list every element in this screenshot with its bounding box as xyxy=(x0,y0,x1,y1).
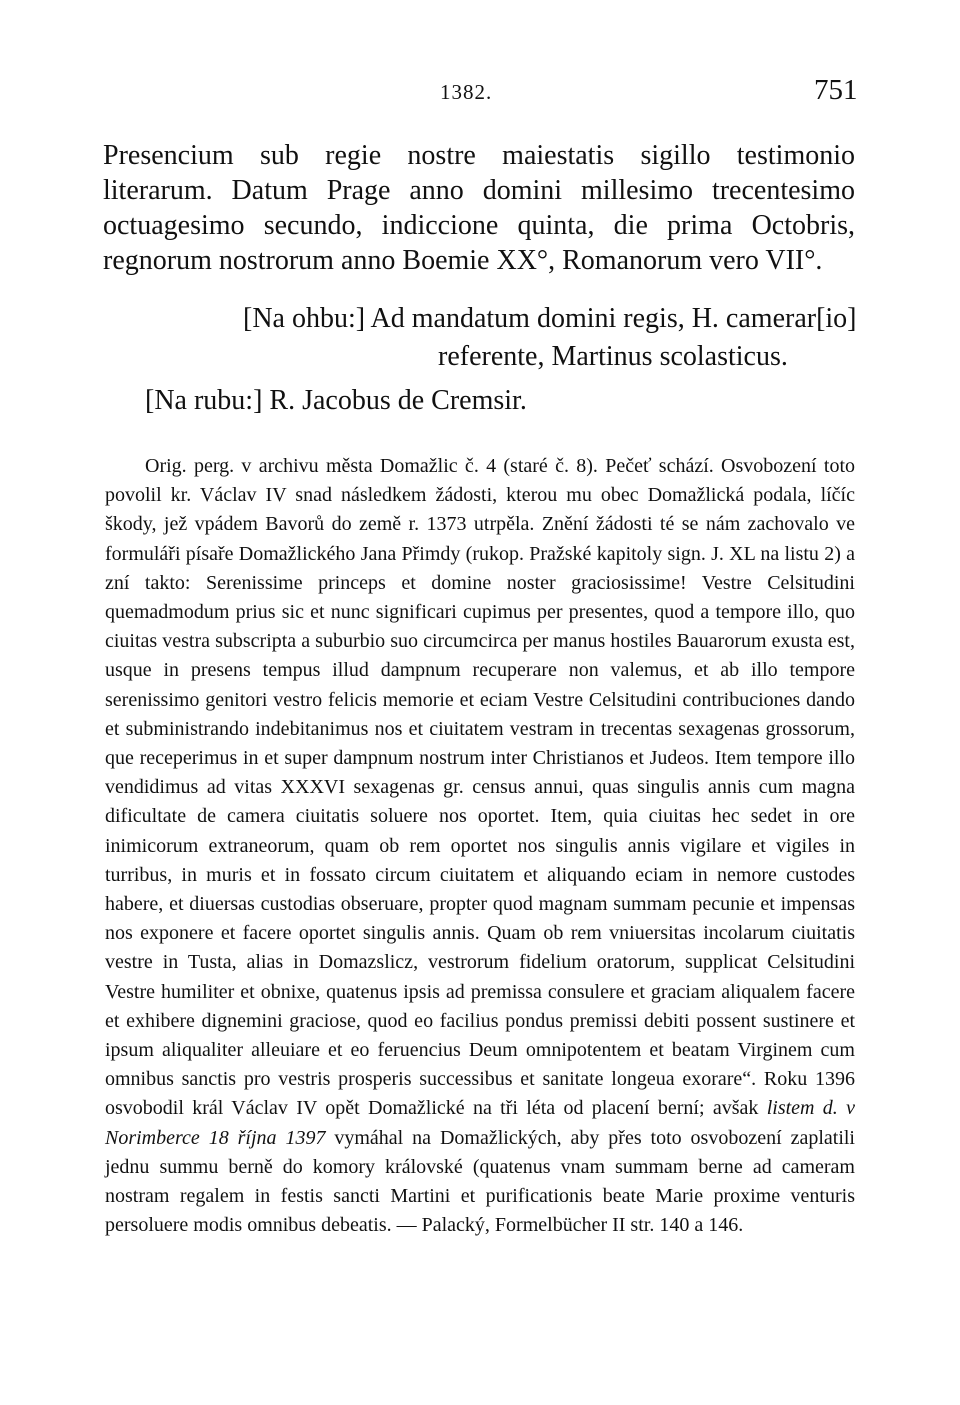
editorial-note xyxy=(105,452,855,1240)
charter-paragraph: Presencium sub regie nostre maiestatis sigillo testimonio literarum. Datum Prage anno domini millesimo trecentesimo octuagesimo secundo, indiccione quinta, die prima Octobris, regnorum nostrorum anno Boemie XX°, Romanorum vero VII°. xyxy=(103,140,855,276)
margin-annotation-line: [Na rubu:] R. Jacobus de Cremsir. xyxy=(145,385,527,416)
note-text-part-2: vymáhal na Domažlických, aby přes toto osvobození zaplatili jednu summu berně do komory královské (quatenus vnam summam berne ad cameram nostram regalem in festis sancti Martini et purificationis beate Marie proxime venturis persoluere modis omnibus debeatis. — Palacký, Formelbücher II str. 140 a 146. xyxy=(105,1126,855,1237)
charter-text xyxy=(103,138,855,278)
page-number: 751 xyxy=(814,74,858,106)
page-header xyxy=(0,74,960,114)
note-italic-citation: listem d. v Norimberce 18 října 1397 xyxy=(105,1097,855,1149)
editorial-note-paragraph xyxy=(105,452,855,1240)
fold-annotation-line-1: [Na ohbu:] Ad mandatum domini regis, H. camerar[io] xyxy=(243,303,857,334)
header-year: 1382. xyxy=(440,80,493,104)
note-text-part-1: Orig. perg. v archivu města Domažlic č. 4 (staré č. 8). Pečeť schází. Osvobození toto povolil kr. Václav IV snad následkem žádosti, kterou mu obec Domažlická podala, líčíc škody, jež vpádem Bavorů do země r. 1373 utrpěla. Znění žádosti té se nám zachovalo ve formuláři písaře Domažlického Jana Přimdy (rukop. Pražské kapitoly sign. J. XL na listu 2) a zní takto: Serenissime princeps et domine noster graciosissime! Vestre Celsitudini quemadmodum prius sic et nunc significari cupimus per presentes, quod a tempore illo, quo ciuitas vestra subscripta a suburbio suo circumcirca per manus hostiles Bauarorum exusta est, usque in presens tempus illud dampnum recuperare non valemus, et ab illo tempore serenissimo genitori vestro felicis memorie et eciam Vestre Celsitudini contribuciones dando et subministrando indebitanimus nos et ciuitatem vestram in trecentas sexagenas grossorum, que receperimus in et super dampnum nostrum inter Christianos et Judeos. Item tempore illo vendidimus ad vitas XXXVI sexagenas gr. census annui, quas singulis annis cum magna dificultate de camera ciuitatis soluere nos oportet. Item, quia ciuitas hec sedet in ore inimicorum extraneorum, quam ob rem oportet nos singulis annis vigilare et vigiles in turribus, in muris et in fossato circum ciuitatem et aliquando eciam in nemore custodes habere, et diuersas custodias obseruare, propter quod magnam summam pecunie et impensas nos exponere et facere oportet singulis annis. Quam ob rem vniuersitas incolarum ciuitatis vestre in Tusta, alias in Domazslicz, vestrorum fidelium oratorum, supplicat Celsitudini Vestre humiliter et obnixe, quatenus ipsis ad premissa consulere et graciam aliqualem facere et exhibere dignemini graciose, quod eo facilius pondus premissi debiti possent sustinere et ipsum aliqualiter alleuiare et eo feruencius Deum omnipotentem et beatam Virginem cum omnibus sanctis pro vestris prosperis successibus et sanitate longeua exorare“. Roku 1396 osvobodil král Václav IV opět Domažlické na tři léta od placení berní; avšak xyxy=(105,455,855,1120)
fold-annotation-line-2: referente, Martinus scolasticus. xyxy=(438,341,788,372)
